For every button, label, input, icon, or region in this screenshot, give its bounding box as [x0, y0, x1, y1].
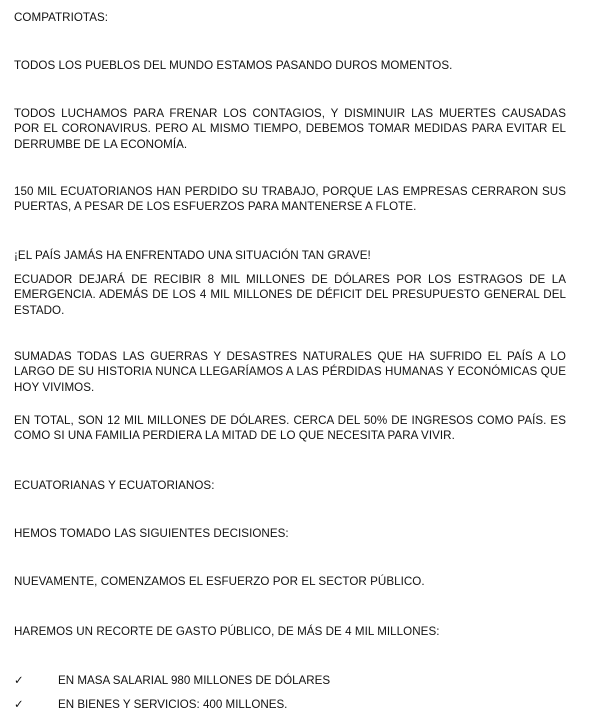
body-paragraph: TODOS LUCHAMOS PARA FRENAR LOS CONTAGIOS, Y DISMINUIR LAS MUERTES CAUSADAS POR EL CORONAVIRUS. PERO AL MISMO TIEMPO, DEBEMOS TOMAR MEDIDAS PARA EVITAR EL DERRUMBE DE LA ECONOMÍA.	[14, 107, 566, 151]
checkmark-icon: ✓	[14, 674, 24, 687]
body-paragraph: 150 MIL ECUATORIANOS HAN PERDIDO SU TRABAJO, PORQUE LAS EMPRESAS CERRARON SUS PUERTAS, A PESAR DE LOS ESFUERZOS PARA MANTENERSE A FLOTE.	[14, 185, 566, 214]
bullet-text: EN MASA SALARIAL 980 MILLONES DE DÓLARES	[58, 674, 331, 687]
checkmark-icon: ✓	[14, 698, 24, 711]
body-paragraph: HEMOS TOMADO LAS SIGUIENTES DECISIONES:	[14, 527, 289, 540]
salutation-paragraph: COMPATRIOTAS:	[14, 11, 109, 24]
bullet-text: EN BIENES Y SERVICIOS: 400 MILLONES.	[58, 698, 288, 711]
body-paragraph: ECUADOR DEJARÁ DE RECIBIR 8 MIL MILLONES DE DÓLARES POR LOS ESTRAGOS DE LA EMERGENCIA. ADEMÁS DE LOS 4 MIL MILLONES DE DÉFICIT DEL PRESUPUESTO GENERAL DEL ESTADO.	[14, 273, 566, 317]
body-paragraph: ¡EL PAÍS JAMÁS HA ENFRENTADO UNA SITUACIÓN TAN GRAVE!	[14, 249, 371, 262]
salutation-paragraph: ECUATORIANAS Y ECUATORIANOS:	[14, 479, 215, 492]
body-paragraph: SUMADAS TODAS LAS GUERRAS Y DESASTRES NATURALES QUE HA SUFRIDO EL PAÍS A LO LARGO DE SU HISTORIA NUNCA LLEGARÍAMOS A LAS PÉRDIDAS HUMANAS Y ECONÓMICAS QUE HOY VIVIMOS.	[14, 350, 566, 394]
body-paragraph: TODOS LOS PUEBLOS DEL MUNDO ESTAMOS PASANDO DUROS MOMENTOS.	[14, 59, 453, 72]
body-paragraph: EN TOTAL, SON 12 MIL MILLONES DE DÓLARES. CERCA DEL 50% DE INGRESOS COMO PAÍS. ES COMO SI UNA FAMILIA PERDIERA LA MITAD DE LO QUE NECESITA PARA VIVIR.	[14, 414, 566, 443]
body-paragraph: NUEVAMENTE, COMENZAMOS EL ESFUERZO POR EL SECTOR PÚBLICO.	[14, 575, 425, 588]
body-paragraph: HAREMOS UN RECORTE DE GASTO PÚBLICO, DE MÁS DE 4 MIL MILLONES:	[14, 625, 440, 638]
